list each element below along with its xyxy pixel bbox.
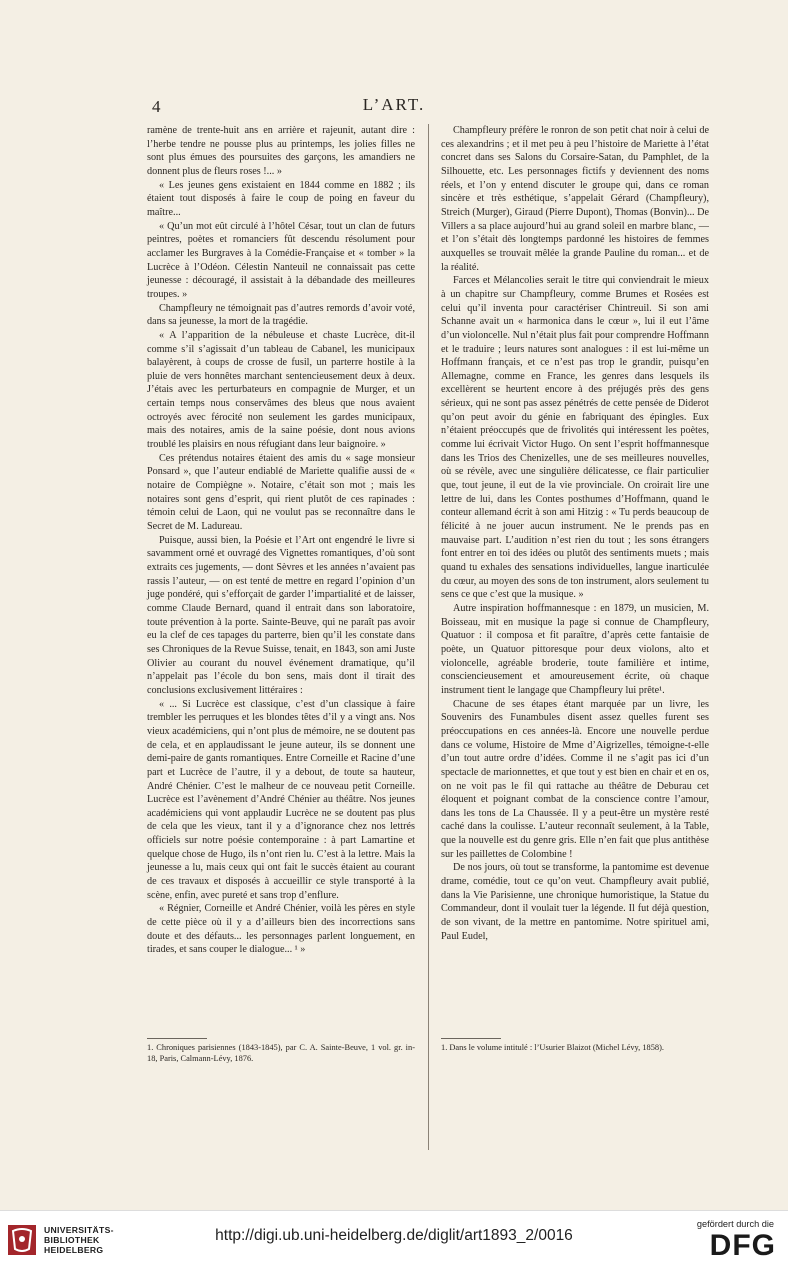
permalink-url[interactable]: http://digi.ub.uni-heidelberg.de/diglit/art1893_2/0016 [215, 1227, 573, 1244]
right-column [441, 124, 709, 943]
paragraph: Farces et Mélancolies serait le titre qui conviendrait le mieux à un chapitre sur Champfleury, comme Brumes et Rosées est celui qu’il inventa pour caractériser Chintreuil. Si son ami Schanne avait un « harmonica dans le cœur », lui il eut l’âme d’un violoncelle. Nul n’était plus fait pour comprendre Hoffmann et le traduire ; leurs natures sont analogues : il est lui-même un Hoffmann français, et ce n’est pas trop le grandir, puisqu’en Allemagne, comme en France, les genres dans lesquels ils excellèrent se heurtent encore à des préjugés près des gens sérieux, qui ne sont pas assez pénétrés de cette pensée de Diderot qu’on peut avoir du génie en fabriquant des épingles. Eux n’étaient préoccupés que de frivolités qui intéressent les poètes, comme lui écrivait Victor Hugo. On sent l’esprit hoffmannesque dans les Trios des Chenizelles, une de ses meilleures nouvelles, où se révèle, avec une singulière délicatesse, ce flair particulier que, tout jeune, il eut de la vie provinciale. On croirait lire une lettre de lui, dans les Contes posthumes d’Hoffmann, quand le conteur allemand écrit à son ami Hitzig : « Tu perds beaucoup de félicité à ne jouer aucun instrument. Ne le prends pas en mauvaise part. L’audition n’est rien du tout ; les sons étrangers font entrer en toi des idées ou plutôt des sentiments muets ; mais quand tu exhales des sensations individuelles, langue inarticulée du cœur, au moyen des sons de ton instrument, alors seulement tu sens ce que c’est que la musique. » [441, 275, 709, 601]
library-line: HEIDELBERG [44, 1245, 104, 1255]
library-line: BIBLIOTHEK [44, 1235, 100, 1245]
library-line: UNIVERSITÄTS- [44, 1225, 114, 1235]
paragraph: « Qu’un mot eût circulé à l’hôtel César, tout un clan de futurs peintres, poètes et romanciers fût descendu résolument pour acclamer les Burgraves à la Comédie-Française et « tomber » la Lucrèce à l’Odéon. Célestin Nanteuil ne connaissait pas cette jeunesse : découragé, il assistait à la débandade des meilleures troupes. » [147, 220, 415, 300]
left-column [147, 124, 415, 957]
paragraph: ramène de trente-huit ans en arrière et rajeunit, autant dire : l’herbe tendre ne pousse plus au printemps, les jolies filles ne sont plus émues des poursuites des garçons, les amandiers ne donnent plus de fleurs roses !... » [147, 125, 415, 177]
paragraph: « Les jeunes gens existaient en 1844 comme en 1882 ; ils étaient tout disposés à faire le coup de poing en faveur du maître... [147, 179, 415, 218]
paragraph: « ... Si Lucrèce est classique, c’est d’un classique à faire trembler les perruques et les blondes têtes d’il y a vingt ans. Nos vieux académiciens, qui n’ont plus de mémoire, ne se doutent pas de cela, et en applaudissant le jeune auteur, ils se donnent une demi-paire de gants romantiques. Entre Corneille et Racine d’une part et Lucrèce de l’autre, il y a debout, de toute sa hauteur, André Chénier. C’est le malheur de ce nouveau petit Corneille. Lucrèce est l’avènement d’André Chénier au théâtre. Nos jeunes académiciens qui vont applaudir Lucrèce ne se doutent pas plus de cela que les vieux, tant il y a d’ignorance chez nos lettrés officiels sur notre poésie contemporaine : à part Lamartine et quelque chose de Hugo, ils n’ont rien lu. C’est à la lettre. Mais la jeunesse a lu, mais ceux qui ont fait le succès étaient au courant de ces travaux et disposés à accueillir ce style transporté à la scène, enfin, avec pureté et sans trop d’enflure. [147, 698, 415, 901]
dfg-logo[interactable]: DFG [709, 1229, 776, 1262]
paragraph: Chacune de ses étapes étant marquée par un livre, les Souvenirs des Funambules disent assez quelles furent ses préoccupations en ces années-là. Encore une nouvelle perdue dans ce volume, Histoire de Mme d’Aigrizelles, témoigne-t-elle d’un tout autre ordre d’idées. Comme il ne s’agit pas ici d’un spectacle de marionnettes, et que tout y est bien en chair et en os, on ne voit pas le fil qui rattache au théâtre de Deburau cet éloquent et poignant combat de la conscience contre l’amour, dans les tons de La Chaussée. Il y a peut-être un mystère resté caché dans la coulisse. L’auteur reconnaît seulement, à la Table, que la nouvelle est du genre gris. Elle n’en fait que plus antithèse sur les paillettes de Colombine ! [441, 698, 709, 860]
paragraph: « Régnier, Corneille et André Chénier, voilà les pères en style de cette pièce où il y a d’ailleurs bien des incorrections sans doute et des défauts... les personnages parlent longuement, en tirades, et sans couper le dialogue... ¹ » [147, 903, 415, 956]
footnote-left: 1. Chroniques parisiennes (1843-1845), par C. A. Sainte-Beuve, 1 vol. gr. in-18, Paris, Calmann-Lévy, 1876. [147, 1043, 415, 1063]
paragraph: Ces prétendus notaires étaient des amis du « sage monsieur Ponsard », que l’auteur endiablé de Mariette qualifie aussi de « notaire de Compiègne ». Notaire, c’était son mot ; mais les notaires sont gens d’esprit, qui rient plutôt de ces rapinades : témoin celui de Laon, qui ne voulut pas se reconnaître dans le Secret de M. Ladureau. [147, 452, 415, 533]
viewer-footer [0, 1210, 788, 1267]
footnote-rule [441, 1038, 501, 1039]
footnote-rule [147, 1038, 207, 1039]
paragraph: « A l’apparition de la nébuleuse et chaste Lucrèce, dit-il comme s’il s’agissait d’un tableau de Cabanel, les municipaux balayèrent, à coups de crosse de fusil, un parterre hostile à la pluie de vers honnêtes marchant sentencieusement deux à deux. J’étais avec les perturbateurs en compagnie de Murger, et un certain temps nous conservâmes des bleus que nous avaient octroyés avec férocité non seulement les gardes municipaux, mais des notaires, amis de la saine poésie, dont nous avions troublé les plaisirs en nous réfugiant dans leur baignoire. » [147, 329, 415, 451]
paragraph: Champfleury préfère le ronron de son petit chat noir à celui de ces alexandrins ; et il met peu à peu l’histoire de Mariette à l’état concret dans ses Salons du Corsaire-Satan, du Pamphlet, de la Silhouette, etc. Les personnages fictifs y deviennent des noms réels, et l’on y entend discuter le groupe qui, dans ce roman sincère et très esthétique, s’appelait Gérard (Champfleury), Streich (Murger), Giraud (Pierre Dupont), Thomas (Bonvin)... De Villers a sa place aujourd’hui au grand soleil en marbre blanc, — et l’on s’était dès longtemps pardonné les histoires de femmes auxquelles se trouvait mêlée la grande Pauline du roman... et de la réalité. [441, 125, 709, 273]
footnote-right: 1. Dans le volume intitulé : l’Usurier Blaizot (Michel Lévy, 1858). [441, 1043, 664, 1052]
paragraph: Champfleury ne témoignait pas d’autres remords d’avoir voté, dans sa jeunesse, la mort de la tragédie. [147, 302, 415, 328]
running-title: L’ART. [362, 95, 426, 114]
library-name[interactable] [44, 1225, 114, 1255]
paragraph: Autre inspiration hoffmannesque : en 1879, un musicien, M. Boisseau, mit en musique la page si connue de Champfleury, Quatuor : il composa et fit paraître, d’après cette fantaisie de poète, un Quatuor pittoresque pour deux violons, alto et violoncelle, agréable broderie, toute familière et intime, consciencieusement et amoureusement écrite, où chaque instrument tient le langage que Champfleury lui prête¹. [441, 602, 709, 696]
column-divider [428, 124, 429, 1150]
library-seal-icon[interactable] [8, 1225, 36, 1255]
paragraph: De nos jours, où tout se transforme, la pantomime est devenue drame, comédie, tout ce qu’on veut. Champfleury avait publié, dans la Vie Parisienne, une chronique humoristique, la Statue du Commandeur, dont il voulait tuer la légende. Il fut déjà question, de son vivant, de la mettre en pantomime. Notre spirituel ami, Paul Eudel, [441, 862, 709, 942]
funding-caption: gefördert durch die [696, 1219, 774, 1229]
page-number: 4 [152, 97, 161, 116]
paragraph: Puisque, aussi bien, la Poésie et l’Art ont engendré le livre si savamment orné et ouvragé des Vignettes romantiques, d’où sont extraits ces jugements, — dont Sèvres et les années n’avaient pas rassis l’auteur, — on est tenté de mettre en regard l’opinion d’un juge pondéré, qui s’efforçait de garder l’impartialité et de laisser, comme Claude Bernard, quand il entrait dans son laboratoire, toute prévention à la porte. Sainte-Beuve, qui ne paraît pas avoir eu la clef de ces tapages du parterre, bien qu’il les constate dans ses Chroniques de la Revue Suisse, tenait, en 1843, son ami Juste Olivier au courant du nouvel événement dramatique, qu’il n’appelait pas l’école du bon sens, mais dont il tirait des conclusions exclusivement littéraires : [147, 534, 415, 696]
